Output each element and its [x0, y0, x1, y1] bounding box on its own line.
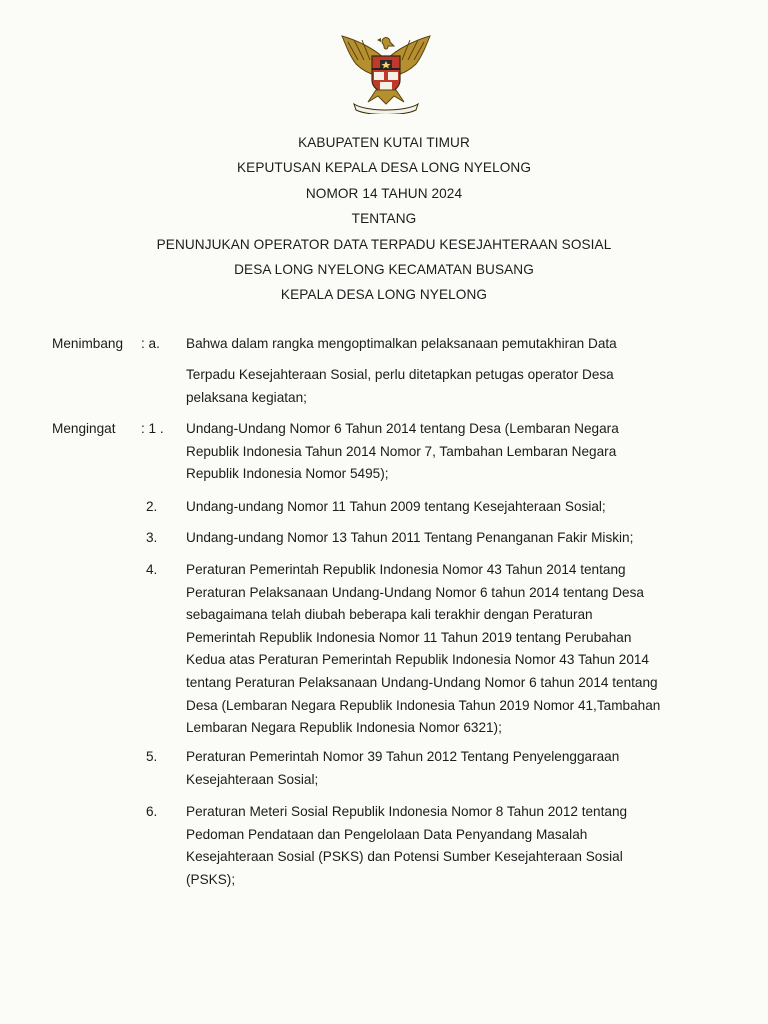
regency-name: KABUPATEN KUTAI TIMUR [298, 135, 470, 150]
decree-location: DESA LONG NYELONG KECAMATAN BUSANG [234, 262, 534, 278]
issuer-title: KEPALA DESA LONG NYELONG [280, 287, 488, 303]
mengingat-marker: : 1 . [141, 421, 164, 436]
mengingat-item-2: Undang-undang Nomor 11 Tahun 2009 tentang Kesejahteraan Sosial; [186, 499, 606, 514]
about-label: TENTANG [351, 211, 417, 227]
menimbang-marker: : a. [141, 336, 160, 351]
garuda-emblem-icon [336, 30, 436, 114]
document-header [0, 130, 768, 308]
mengingat-item-number: 4. [146, 562, 158, 577]
mengingat-item-1: Undang-Undang Nomor 6 Tahun 2014 tentang Desa (Lembaran Negara Republik Indonesia Tahun 2014 Nomor 7, Tambahan Lembaran Negara Republik Indonesia Nomor 5495); [186, 421, 619, 482]
menimbang-text-continued: Terpadu Kesejahteraan Sosial, perlu ditetapkan petugas operator Desa pelaksana kegiatan; [186, 367, 614, 405]
mengingat-item-number: 6. [146, 804, 158, 819]
mengingat-item-number: 3. [146, 530, 158, 545]
menimbang-label: Menimbang [52, 336, 124, 351]
mengingat-item-number: 2. [146, 499, 158, 514]
decree-subject: PENUNJUKAN OPERATOR DATA TERPADU KESEJAHTERAAN SOSIAL [156, 236, 612, 252]
mengingat-item-4: Peraturan Pemerintah Republik Indonesia Nomor 43 Tahun 2014 tentang Peraturan Pelaksanaan Undang-Undang Nomor 6 tahun 2014 tentang Desa sebagaimana telah diubah beberapa kali terakhir dengan Peraturan Pemerintah Republik Indonesia Nomor 11 Tahun 2019 tentang Perubahan Kedua atas Peraturan Pemerintah Republik Indonesia Nomor 43 Tahun 2014 tentang Peraturan Pelaksanaan Undang-Undang Nomor 6 tahun 2014 tentang Desa (Lembaran Negara Republik Indonesia Tahun 2019 Nomor 41,Tambahan Lembaran Negara Republik Indonesia Nomor 6321); [186, 562, 661, 736]
mengingat-item-number: 5. [146, 749, 158, 764]
mengingat-item-5: Peraturan Pemerintah Nomor 39 Tahun 2012 Tentang Penyelenggaraan Kesejahteraan Sosial; [186, 749, 620, 787]
decree-title: KEPUTUSAN KEPALA DESA LONG NYELONG [237, 160, 531, 176]
decree-number: NOMOR 14 TAHUN 2024 [305, 185, 463, 201]
mengingat-item-3: Undang-undang Nomor 13 Tahun 2011 Tentang Penanganan Fakir Miskin; [186, 530, 634, 545]
menimbang-line1: Bahwa dalam rangka mengoptimalkan pelaksanaan pemutakhiran Data [186, 336, 617, 351]
mengingat-item-6: Peraturan Meteri Sosial Republik Indonesia Nomor 8 Tahun 2012 tentang Pedoman Pendataan dan Pengelolaan Data Penyandang Masalah Kesejahteraan Sosial (PSKS) dan Potensi Sumber Kesejahteraan Sosial (PSKS); [186, 804, 628, 887]
mengingat-label: Mengingat [52, 421, 116, 436]
